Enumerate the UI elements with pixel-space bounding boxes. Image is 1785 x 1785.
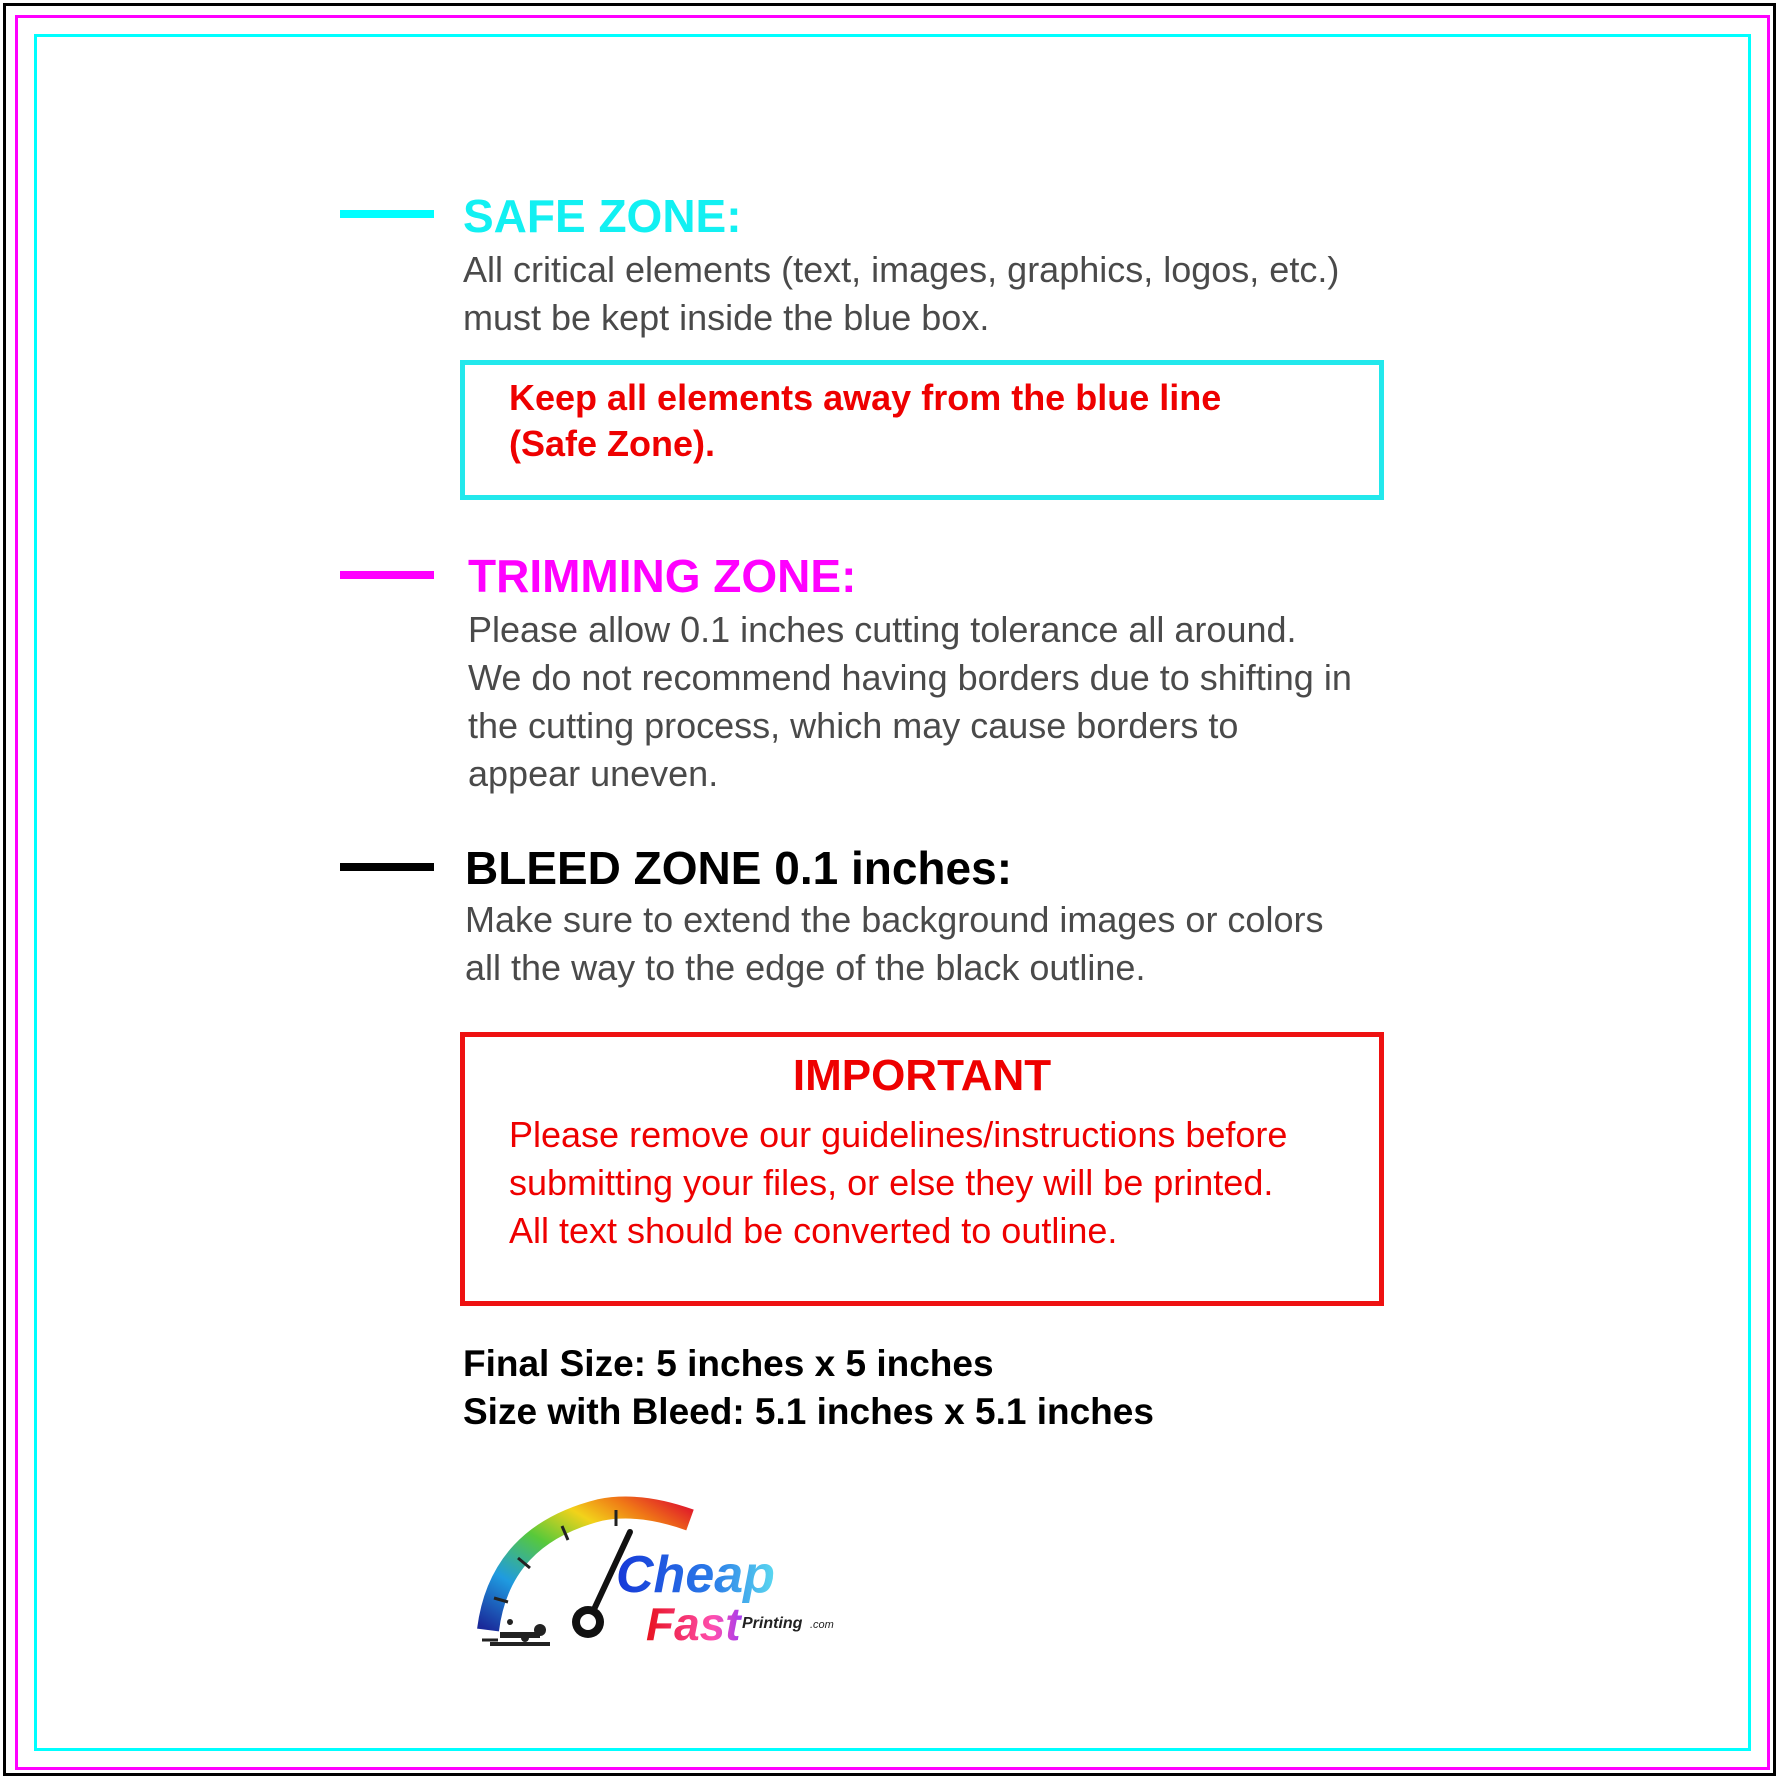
bleed-zone-line: all the way to the edge of the black outline.	[465, 947, 1146, 988]
safe-zone-marker	[340, 210, 434, 218]
safe-zone-title: SAFE ZONE:	[463, 190, 742, 242]
safe-zone-notice-box	[460, 360, 1384, 500]
size-with-bleed: Size with Bleed: 5.1 inches x 5.1 inches	[463, 1391, 1154, 1432]
trimming-zone-title: TRIMMING ZONE:	[468, 550, 857, 602]
bleed-zone-line: Make sure to extend the background images or colors	[465, 899, 1324, 940]
logo-domain-suffix: .com	[810, 1619, 834, 1631]
important-text	[509, 1111, 1287, 1255]
safe-zone-notice-line: Keep all elements away from the blue line	[509, 377, 1222, 418]
bleed-zone-title: BLEED ZONE 0.1 inches:	[465, 842, 1013, 894]
safe-zone-line: All critical elements (text, images, graphics, logos, etc.)	[463, 249, 1340, 290]
safe-zone-notice-line: (Safe Zone).	[509, 423, 716, 464]
logo-word-cheap: Cheap	[616, 1546, 775, 1604]
logo-word-fast: Fast	[646, 1598, 741, 1650]
important-line: All text should be converted to outline.	[509, 1210, 1118, 1251]
important-box	[460, 1032, 1384, 1306]
trimming-zone-line: appear uneven.	[468, 753, 719, 794]
important-line: submitting your files, or else they will be printed.	[509, 1162, 1274, 1203]
trimming-zone-line: We do not recommend having borders due to shifting in	[468, 657, 1352, 698]
logo-word-printing: Printing	[742, 1615, 803, 1632]
final-size: Final Size: 5 inches x 5 inches	[463, 1343, 994, 1384]
trimming-zone-description	[468, 606, 1352, 798]
size-info	[463, 1340, 1154, 1436]
important-title: IMPORTANT	[792, 1051, 1052, 1100]
bleed-zone-marker	[340, 863, 434, 871]
speedometer-icon	[470, 1480, 860, 1680]
safe-zone-notice	[509, 375, 1221, 467]
bleed-zone-description	[465, 896, 1323, 992]
trimming-zone-marker	[340, 571, 434, 579]
safe-zone-description	[463, 246, 1339, 342]
company-logo	[470, 1480, 860, 1680]
trimming-zone-line: Please allow 0.1 inches cutting tolerance all around.	[468, 609, 1297, 650]
safe-zone-line: must be kept inside the blue box.	[463, 297, 990, 338]
important-line: Please remove our guidelines/instructions before	[509, 1114, 1288, 1155]
trimming-zone-line: the cutting process, which may cause borders to	[468, 705, 1239, 746]
